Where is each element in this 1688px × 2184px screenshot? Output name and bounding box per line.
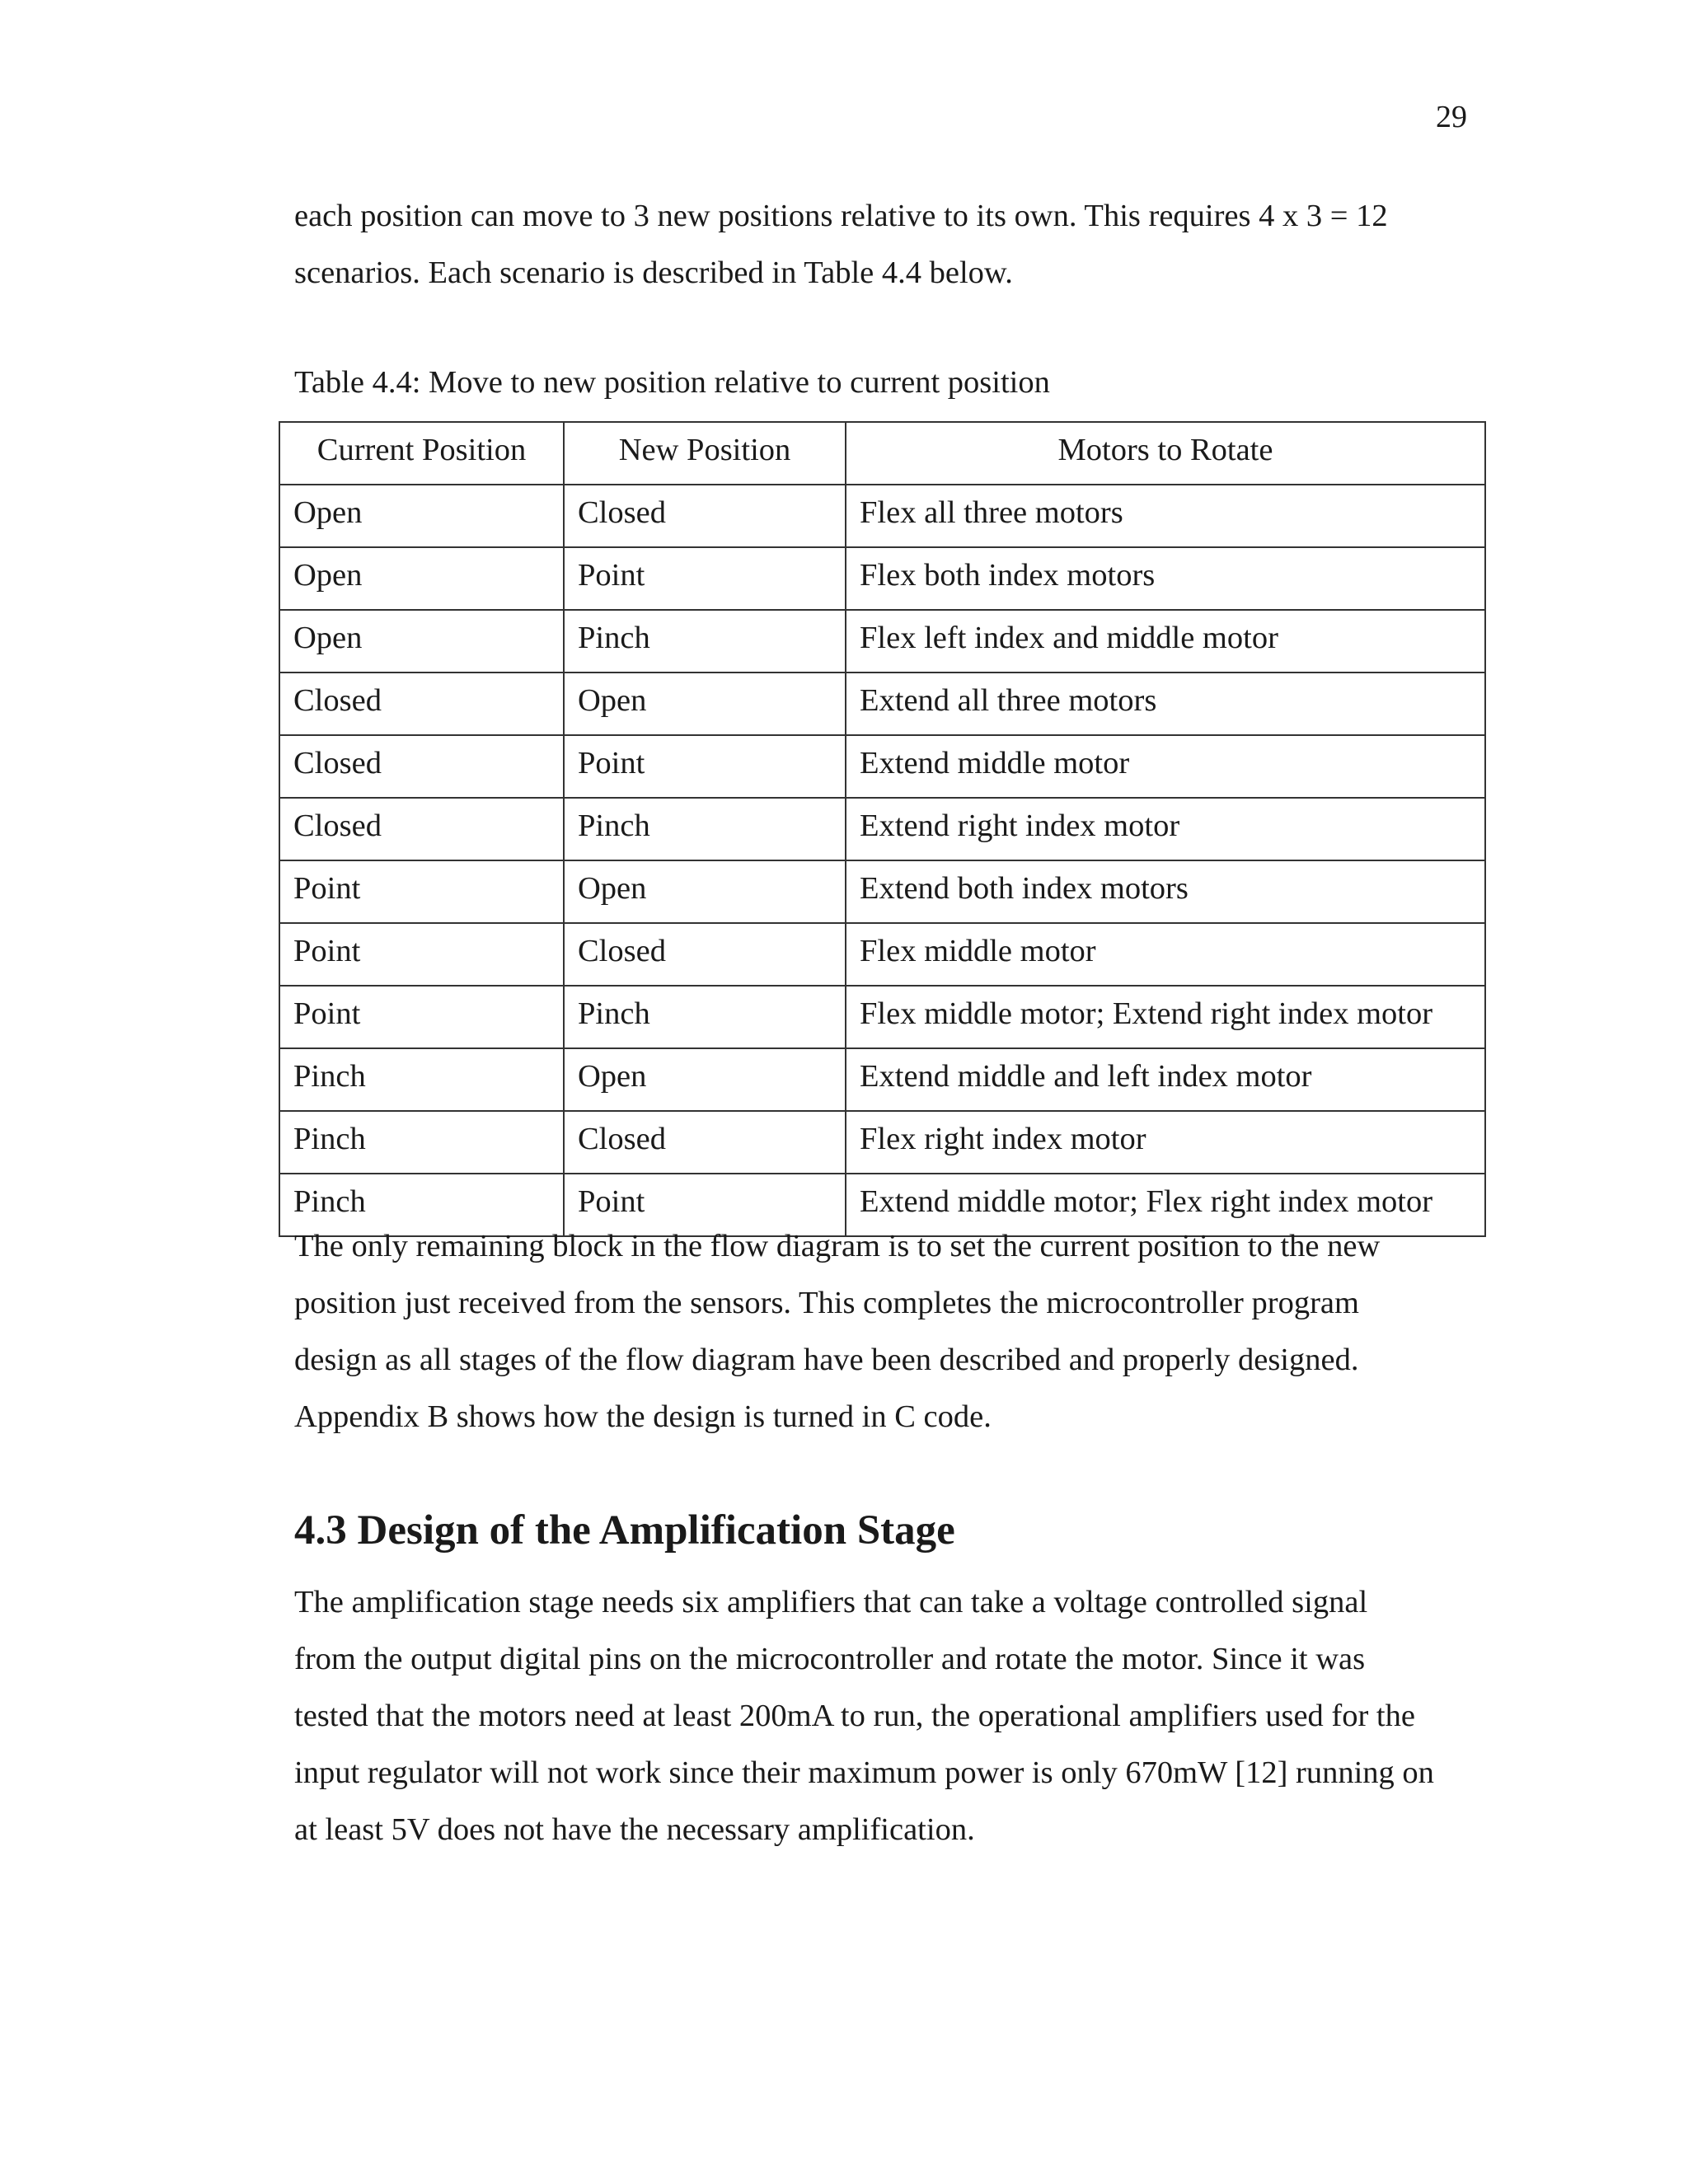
intro-paragraph [294, 188, 1481, 302]
cell-motors-to-rotate: Flex left index and middle motor [846, 610, 1485, 673]
motor-rotation-table [279, 421, 1486, 1237]
text-line: from the output digital pins on the microcontroller and rotate the motor. Since it was [294, 1642, 1366, 1676]
table-row [279, 860, 1485, 923]
cell-current-position: Open [279, 547, 564, 610]
table-row [279, 735, 1485, 798]
cell-new-position: Open [564, 673, 846, 735]
amplification-paragraph [294, 1574, 1481, 1858]
after-table-paragraph [294, 1218, 1481, 1446]
section-heading: 4.3 Design of the Amplification Stage [294, 1507, 955, 1554]
cell-current-position: Point [279, 923, 564, 986]
cell-new-position: Pinch [564, 798, 846, 860]
cell-motors-to-rotate: Extend all three motors [846, 673, 1485, 735]
cell-new-position: Point [564, 1174, 846, 1236]
text-line: design as all stages of the flow diagram have been described and properly designed. [294, 1343, 1359, 1377]
cell-new-position: Point [564, 547, 846, 610]
cell-current-position: Open [279, 610, 564, 673]
text-line: scenarios. Each scenario is described in Table 4.4 below. [294, 255, 1013, 290]
table-row [279, 610, 1485, 673]
header-current-position: Current Position [279, 422, 564, 485]
cell-current-position: Pinch [279, 1174, 564, 1236]
cell-motors-to-rotate: Flex all three motors [846, 485, 1485, 547]
text-line: at least 5V does not have the necessary amplification. [294, 1812, 975, 1847]
cell-current-position: Pinch [279, 1111, 564, 1174]
text-line: tested that the motors need at least 200mA to run, the operational amplifiers used for the [294, 1699, 1415, 1733]
cell-new-position: Open [564, 860, 846, 923]
cell-new-position: Closed [564, 485, 846, 547]
cell-current-position: Closed [279, 673, 564, 735]
cell-new-position: Closed [564, 1111, 846, 1174]
cell-new-position: Point [564, 735, 846, 798]
page-number: 29 [1436, 100, 1467, 134]
table-row [279, 1111, 1485, 1174]
table-row [279, 547, 1485, 610]
cell-current-position: Point [279, 860, 564, 923]
table-row [279, 673, 1485, 735]
text-line: position just received from the sensors. This completes the microcontroller program [294, 1286, 1359, 1320]
cell-motors-to-rotate: Flex middle motor; Extend right index motor [846, 986, 1485, 1048]
text-line: each position can move to 3 new positions relative to its own. This requires 4 x 3 = 12 [294, 199, 1388, 233]
cell-current-position: Closed [279, 735, 564, 798]
header-motors-to-rotate: Motors to Rotate [846, 422, 1485, 485]
cell-motors-to-rotate: Extend middle motor [846, 735, 1485, 798]
table-row [279, 798, 1485, 860]
header-new-position: New Position [564, 422, 846, 485]
cell-current-position: Pinch [279, 1048, 564, 1111]
cell-new-position: Pinch [564, 986, 846, 1048]
cell-motors-to-rotate: Flex both index motors [846, 547, 1485, 610]
cell-motors-to-rotate: Extend both index motors [846, 860, 1485, 923]
table-row [279, 485, 1485, 547]
cell-motors-to-rotate: Extend right index motor [846, 798, 1485, 860]
table-row [279, 923, 1485, 986]
table-row [279, 1048, 1485, 1111]
table-caption: Table 4.4: Move to new position relative to current position [294, 365, 1050, 400]
text-line: Appendix B shows how the design is turned in C code. [294, 1399, 992, 1434]
cell-motors-to-rotate: Extend middle motor; Flex right index motor [846, 1174, 1485, 1236]
cell-current-position: Open [279, 485, 564, 547]
cell-motors-to-rotate: Flex right index motor [846, 1111, 1485, 1174]
cell-motors-to-rotate: Flex middle motor [846, 923, 1485, 986]
text-line: The only remaining block in the flow diagram is to set the current position to the new [294, 1229, 1381, 1263]
cell-new-position: Open [564, 1048, 846, 1111]
cell-current-position: Point [279, 986, 564, 1048]
cell-current-position: Closed [279, 798, 564, 860]
table-header-row [279, 422, 1485, 485]
text-line: input regulator will not work since their maximum power is only 670mW [12] running on [294, 1755, 1434, 1790]
table-row [279, 986, 1485, 1048]
cell-motors-to-rotate: Extend middle and left index motor [846, 1048, 1485, 1111]
cell-new-position: Closed [564, 923, 846, 986]
cell-new-position: Pinch [564, 610, 846, 673]
text-line: The amplification stage needs six amplifiers that can take a voltage controlled signal [294, 1585, 1368, 1619]
